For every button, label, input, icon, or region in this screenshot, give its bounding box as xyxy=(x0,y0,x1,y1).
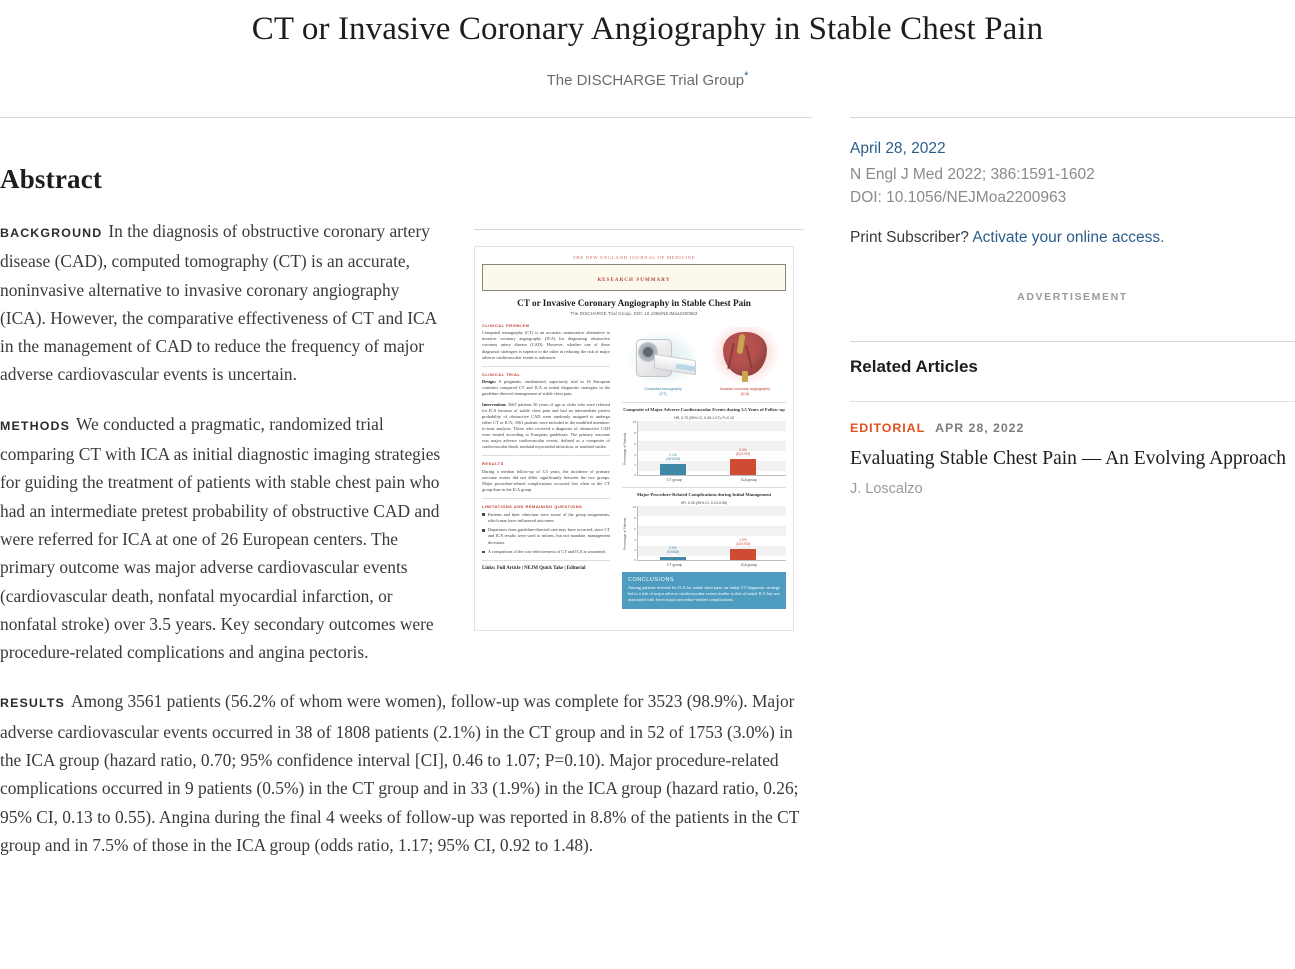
related-article-title[interactable]: Evaluating Stable Chest Pain — An Evolving Approach xyxy=(850,448,1286,469)
chart-1-label-ct: 2.1% (38/1808) xyxy=(665,452,681,462)
figure-clinical-problem-body: Computed tomography (CT) is an accurate, noninvasive alternative to invasive coronary angiography (ICA) for diagnosing obstructive coronary artery disease (CAD). However, whether one of these diagnostic strategies is superior to the other in reducing the risk of major adverse cardiovascular events is unknown. xyxy=(482,330,610,360)
article-byline xyxy=(0,70,1295,89)
research-summary-thumbnail[interactable] xyxy=(474,246,794,631)
abstract-section-results xyxy=(0,687,804,859)
publication-date[interactable]: April 28, 2022 xyxy=(850,140,946,157)
figure-limitation-item: A comparison of the cost-effectiveness of CT and ICA is warranted. xyxy=(482,549,610,555)
figure-conclusions-heading: CONCLUSIONS xyxy=(628,576,675,583)
chart-1-bar-ct xyxy=(660,464,686,475)
abstract-text-results: Among 3561 patients (56.2% of whom were women), follow-up was complete for 3523 (98.9%). Major adverse cardiovascular events occurred in 38 of 1808 patients (2.1%) in the CT group and in 52 of 1753 (3.0%) in the ICA group (hazard ratio, 0.70; 95% confidence interval [CI], 0.46 to 1.07; P=0.10). Major procedure-related complications occurred in 9 patients (0.5%) in the CT group and in 33 (1.9%) in the ICA group (hazard ratio, 0.26; 95% CI, 0.13 to 0.55). Angina during the final 4 weeks of follow-up was reported in 8.8% of the patients in the CT group and in 7.5% of those in the ICA group (odds ratio, 1.17; 95% CI, 0.92 to 1.48). xyxy=(0,691,800,855)
chart-2-xlabel-ct: CT group xyxy=(666,562,682,567)
figure-chart-divider-1 xyxy=(622,402,786,403)
related-divider xyxy=(850,401,1295,402)
figure-intervention-text: 3667 patients 30 years of age or older who were referred for ICA because of stable chest pain and had an intermediate pretest probability of obstructive CAD were randomly assigned to undergo either CT or ICA; 3561 patients were included in the modified intention-to-treat analysis. Those who received a diagnosis of obstructive CAD were treated according to European guidelines. The primary outcome was major adverse cardiovascular events, defined as a composite of cardiovascular death, nonfatal myocardial infarction, or nonfatal stroke. xyxy=(482,401,610,450)
chart-1-plot xyxy=(622,421,786,476)
figure-results-body: During a median follow-up of 3.5 years, the incidence of primary outcome events did not differ significantly between the two groups. Major procedure-related complications occurred less often in the CT group than in the ICA group. xyxy=(482,468,610,493)
figure-banner xyxy=(482,264,786,291)
figure-divider-1 xyxy=(482,366,610,367)
chart-2-xlabel-ica: ICA group xyxy=(740,562,757,567)
figure-subtitle: The DISCHARGE Trial Group. DOI: 10.1056/NEJMoa2200963 xyxy=(570,310,698,316)
figure-chart-divider-2 xyxy=(622,487,786,488)
figure-intervention-label: Intervention: xyxy=(482,401,507,407)
figure-limitations-heading: LIMITATIONS AND REMAINING QUESTIONS xyxy=(482,504,583,510)
related-article-kind: EDITORIAL xyxy=(850,421,926,435)
ica-caption-line2: (ICA) xyxy=(740,391,750,396)
chart-1-ylabel: Percentage of Patients xyxy=(623,432,627,465)
figure-journal-line: THE NEW ENGLAND JOURNAL OF MEDICINE xyxy=(572,255,696,260)
figure-conclusions xyxy=(622,572,786,610)
chart-complications xyxy=(622,492,786,567)
ica-caption xyxy=(706,387,784,397)
figure-limitation-item: Departures from guideline-directed care may have occurred, since CT and ICA results were used to inform, but not mandate, management decisions. xyxy=(482,527,610,545)
research-summary-figure[interactable] xyxy=(474,229,804,631)
figure-illustrations xyxy=(622,323,786,397)
chart-2-title: Major Procedure-Related Complications during Initial Management xyxy=(636,491,772,497)
chart-1-bar-ica xyxy=(730,459,756,475)
chart-1-title: Composite of Major Adverse Cardiovascular Events during 3.5 Years of Follow-up xyxy=(623,406,785,412)
abstract-heading: Abstract xyxy=(0,164,103,194)
ct-caption xyxy=(624,387,702,397)
figure-divider-3 xyxy=(482,498,610,499)
chart-1-annotation: HR, 0.70 (95% CI, 0.46-1.07); P=0.10 xyxy=(673,415,735,420)
main-column xyxy=(0,118,812,880)
figure-conclusions-body: Among patients referred for ICA for stable chest pain, an initial CT diagnostic strategy led to a risk of major adverse cardiovascular events similar to that of initial ICA but was associated with fewer major procedure-related complications. xyxy=(628,585,780,603)
related-articles-heading: Related Articles xyxy=(850,357,978,376)
print-subscriber-label: Print Subscriber? xyxy=(850,229,969,246)
chart-1-area xyxy=(637,421,786,476)
figure-right-column xyxy=(616,323,786,610)
advertisement-label: ADVERTISEMENT xyxy=(1017,291,1128,303)
chart-1-xlabel-ica: ICA group xyxy=(740,477,757,482)
figure-divider xyxy=(474,229,804,230)
figure-divider-4 xyxy=(482,560,610,561)
chart-2-annotation: HR, 0.26 (95% CI, 0.13-0.55) xyxy=(680,500,728,505)
chart-mace xyxy=(622,407,786,482)
ct-caption-line2: (CT) xyxy=(659,391,667,396)
chart-1-yticks: 10 8 6 4 2 0 xyxy=(632,419,636,477)
abstract-text-methods: We conducted a pragmatic, randomized trial comparing CT with ICA as initial diagnostic imaging strategies for guiding the treatment of patients with stable chest pain who had an intermediate pretest probability of obstructive CAD and were referred for ICA at one of 26 European centers. The primary outcome was major adverse cardiovascular events (cardiovascular death, nonfatal myocardial infarction, or nonfatal stroke) over 3.5 years. Key secondary outcomes were procedure-related complications and angina pectoris. xyxy=(0,413,441,663)
abstract-label-methods: METHODS xyxy=(0,418,71,433)
heart-icon xyxy=(710,327,780,385)
chart-2-label-ica: 1.9% (33/1753) xyxy=(735,537,751,547)
figure-title: CT or Invasive Coronary Angiography in Stable Chest Pain xyxy=(517,297,751,308)
chart-2-yticks: 10 8 6 4 2 0 xyxy=(632,504,636,562)
figure-design-paragraph xyxy=(482,379,610,397)
chart-2-label-ct: 0.5% (9/1808) xyxy=(666,545,680,555)
chart-2-bar-ica xyxy=(730,549,756,560)
figure-design-label: Design: xyxy=(482,379,496,385)
activate-access-link[interactable]: Activate your online access. xyxy=(972,229,1165,246)
chart-1-xlabel-ct: CT group xyxy=(666,477,682,482)
abstract-label-results: RESULTS xyxy=(0,696,65,711)
figure-links[interactable]: Links: Full Article | NEJM Quick Take | Editorial xyxy=(482,566,586,572)
related-article-item[interactable] xyxy=(850,419,1295,497)
chart-2-xlabels xyxy=(637,561,786,567)
citation: N Engl J Med 2022; 386:1591-1602 xyxy=(850,166,1095,183)
figure-intervention-paragraph xyxy=(482,402,610,451)
ct-scanner-icon xyxy=(628,331,698,385)
page-title: CT or Invasive Coronary Angiography in Stable Chest Pain xyxy=(251,11,1044,47)
abstract-text-background: In the diagnosis of obstructive coronary artery disease (CAD), computed tomography (CT) is an accurate, noninvasive alternative to invasive coronary angiography (ICA). However, the comparative effectiveness of CT and ICA in the management of CAD to reduce the frequency of major adverse cardiovascular events is uncertain. xyxy=(0,221,437,385)
figure-divider-2 xyxy=(482,455,610,456)
chart-2-area xyxy=(637,506,786,561)
chart-2-bar-ct xyxy=(660,557,686,560)
figure-clinical-trial-heading: CLINICAL TRIAL xyxy=(482,371,521,377)
sidebar-divider xyxy=(850,341,1295,342)
figure-clinical-problem-heading: CLINICAL PROBLEM xyxy=(482,322,530,328)
article-header xyxy=(0,0,1295,89)
ct-scanner-illustration xyxy=(624,331,702,397)
figure-results-heading: RESULTS xyxy=(482,461,504,467)
sidebar xyxy=(850,118,1295,880)
ct-caption-line1: Computed tomography xyxy=(644,386,682,391)
figure-left-column xyxy=(482,323,616,610)
byline-text: The DISCHARGE Trial Group xyxy=(546,72,745,89)
chart-2-plot xyxy=(622,506,786,561)
chart-1-label-ica: 3.0% (52/1753) xyxy=(735,447,751,457)
ica-caption-line1: Invasive coronary angiography xyxy=(719,386,771,391)
heart-illustration xyxy=(706,327,784,397)
figure-banner-label: RESEARCH SUMMARY xyxy=(597,278,671,284)
related-article-author: J. Loscalzo xyxy=(850,481,923,497)
abstract-label-background: BACKGROUND xyxy=(0,226,103,240)
doi: DOI: 10.1056/NEJMoa2200963 xyxy=(850,189,1067,206)
byline-footnote-marker[interactable]: * xyxy=(744,70,749,82)
chart-1-xlabels xyxy=(637,476,786,482)
print-subscriber-row xyxy=(850,229,1295,247)
chart-2-ylabel: Percentage of Patients xyxy=(623,517,627,550)
figure-limitation-item: Patients and their clinicians were aware of the group assignments, which may have influenced outcomes. xyxy=(482,512,610,524)
figure-design-text: A pragmatic, randomized, superiority trial in 16 European countries compared CT and ICA as initial diagnostic strategies in the guideline-directed management of stable chest pain. xyxy=(482,379,610,397)
related-article-date: APR 28, 2022 xyxy=(935,421,1025,435)
